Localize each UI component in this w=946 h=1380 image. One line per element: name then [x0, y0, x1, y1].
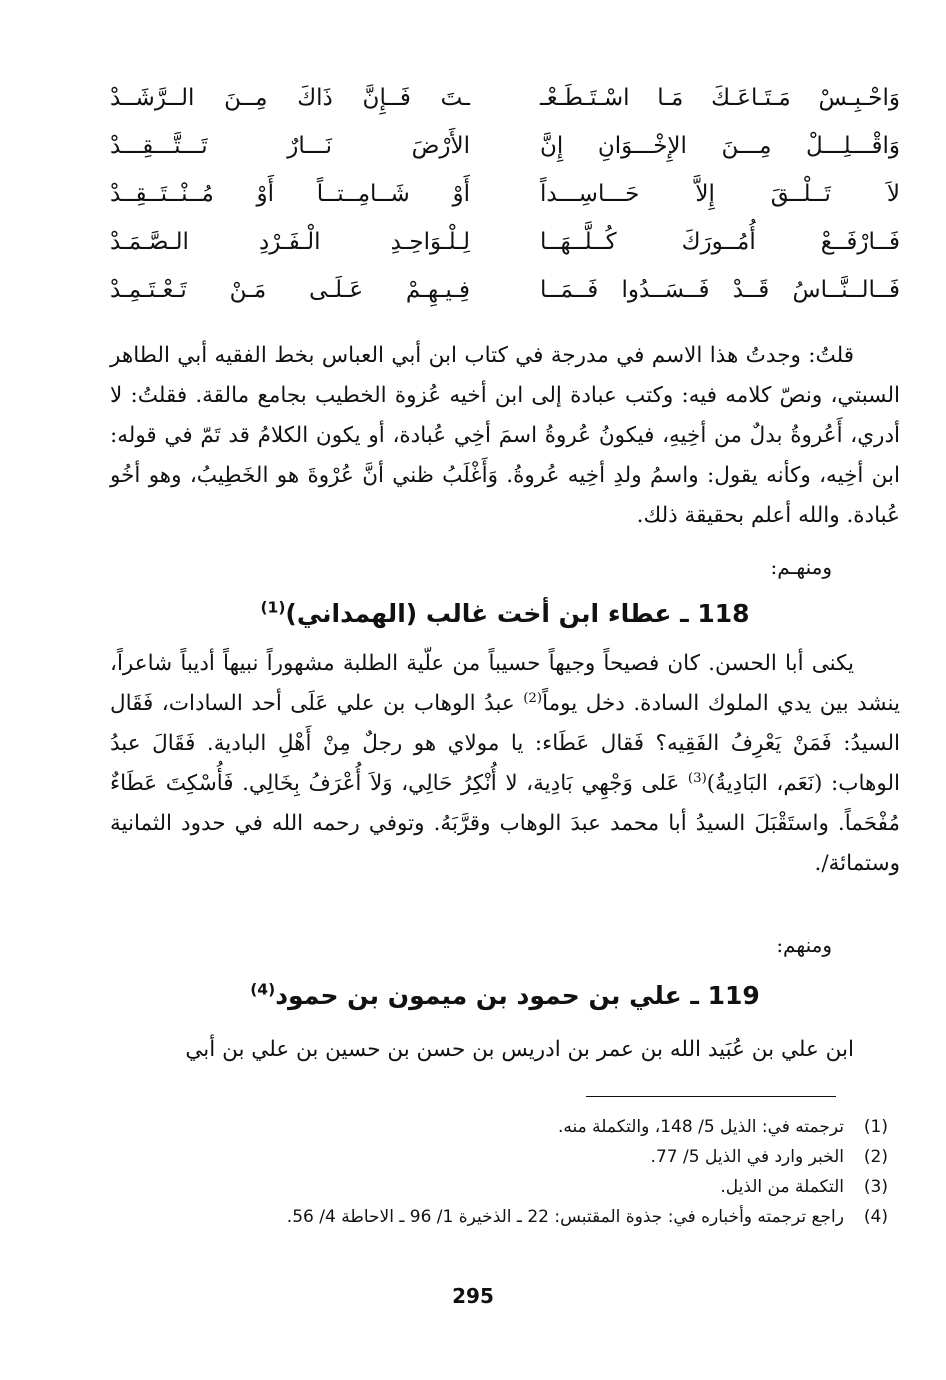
poem-verse [110, 266, 900, 314]
entry-118-title [110, 596, 900, 632]
footnote-number: (2) [863, 1147, 888, 1167]
paragraph-qultu [110, 336, 900, 536]
verse-first-hemistich: وَاحْـبِـسْ مَـتَـاعَـكَ مَـا اسْـتَـطَـعْـ [540, 85, 900, 111]
poem-block [110, 74, 900, 314]
paragraph-text: قلتُ: وجدتُ هذا الاسم في مدرجة في كتاب ابن أبي العباس بخط الفقيه أبي الطاهر السبتي، ونصّ كلامه فيه: وكتب عبادة إلى ابن أخيه عُزوة الخطيب بجامع مالقة. فقلتُ: لا أدري، أَعُروةُ بدلٌ من أخِيهِ، فيكونُ عُروةُ اسمَ أخِي عُبادة، أو يكون الكلامُ قد تَمّ في قوله: ابن أخِيه، وكأنه يقول: واسمُ ولدِ أخِيه عُروةُ. وَأَغْلَبُ ظني أنَّ عُرْوةَ هو الخَطِيبُ، وهو أخُو عُبادة. والله أعلم بحقيقة ذلك. [110, 343, 900, 528]
poem-verse [110, 122, 900, 170]
footnote-ref: (3) [687, 770, 707, 786]
paragraph-part: عبدُ الوهاب بن علي عَلَى أحد السادات، فَقَال السيدُ: فَمَنْ يَعْرِفُ الفَقِيه؟ فَقال عَطَاء: يا مولاي هو رجلٌ مِنْ أَهْلِ البادية. فَقَالَ عبدُ الوهاب: (نَعَم، البَادِيةُ) [110, 691, 900, 796]
footnote-text: راجع ترجمته وأخباره في: جذوة المقتبس: 22 ـ الذخيرة 1/ 96 ـ الاحاطة 4/ 56. [286, 1207, 844, 1227]
entry-title-text: 119 ـ علي بن حمود بن ميمون بن حمود [275, 981, 760, 1010]
verse-second-hemistich: أَوْ شَــامِــتــاً أَوْ مُــنْــتَــقِــدْ [110, 181, 470, 207]
footnote-number: (4) [863, 1207, 888, 1227]
footnote-number: (3) [863, 1177, 888, 1197]
footnote-ref: (2) [523, 690, 543, 706]
paragraph-part: عَلى وَجْهِي بَادِية، لا أُنْكِرُ حَالِي، وَلاَ أُعْرَفُ بِخَالِي. فَأُسْكِتَ عَطَاءٌ مُفْحَماً. واستَقْبَلَ السيدُ أبا محمد عبدَ الوهاب وقرَّبَهُ. وتوفي رحمه الله في حدود الثمانية وستمائة/. [110, 771, 900, 876]
verse-first-hemistich: وَاقْـــلِـــلْ مِـــنَ الإِخْـــوَانِ إِنَّ [540, 133, 900, 159]
footnotes [98, 1112, 888, 1232]
footnote [98, 1172, 888, 1202]
verse-first-hemistich: فَــالــنَّــاسُ قَــدْ فَــسَــدُوا فَــمَــا [540, 277, 900, 303]
paragraph-text: ابن علي بن عُبَيد الله بن عمر بن ادريس بن حسن بن حسين بن علي بن أبي [185, 1037, 854, 1062]
footnote [98, 1202, 888, 1232]
paragraph-part: يكنى أبا الحسن. كان فصيحاً وجيهاً حسيباً من علّية الطلبة مشهوراً نبيهاً أديباً شاعراً، ينشد بين يدي الملوك السادة. دخل يوماً [110, 651, 900, 716]
entry-title-text: 118 ـ عطاء ابن أخت غالب (الهمداني) [285, 599, 750, 628]
footnote [98, 1112, 888, 1142]
footnote-divider [586, 1096, 836, 1097]
paragraph-text [110, 644, 900, 884]
footnote-ref: (1) [260, 598, 286, 617]
verse-second-hemistich: الأَرْضَ نَـــارٌ تَـــتَّـــقِـــدْ [110, 133, 470, 159]
poem-verse [110, 170, 900, 218]
verse-second-hemistich: ـتَ فَــإِنَّ ذَاكَ مِــنَ الــرَّشَــدْ [110, 85, 470, 111]
verse-first-hemistich: فَــارْفَــعْ أُمُــورَكَ كُــلَّــهَــا [540, 229, 900, 255]
minhum-label: ومنهـم: [770, 555, 832, 579]
entry-119-title [110, 978, 900, 1014]
page-number: 295 [452, 1284, 494, 1308]
poem-verse [110, 218, 900, 266]
minhum-label: ومنهم: [776, 933, 832, 957]
verse-second-hemistich: فِـيـهِـمْ عَـلَـى مَـنْ تَـعْـتَـمِـدْ [110, 277, 470, 303]
verse-first-hemistich: لاَ تَــلْــقَ إِلاَّ حَـــاسِـــداً [540, 181, 900, 207]
footnote-text: ترجمته في: الذيل 5/ 148، والتكملة منه. [557, 1117, 844, 1137]
paragraph-118 [110, 644, 900, 884]
footnote-number: (1) [863, 1117, 888, 1137]
footnote-ref: (4) [250, 980, 276, 999]
footnote [98, 1142, 888, 1172]
paragraph-119 [110, 1030, 900, 1070]
footnote-text: التكملة من الذيل. [720, 1177, 844, 1197]
verse-second-hemistich: لِـلْـوَاحِـدِ الْـفَـرْدِ الـصَّـمَـدْ [110, 229, 470, 255]
poem-verse [110, 74, 900, 122]
footnote-text: الخبر وارد في الذيل 5/ 77. [650, 1147, 844, 1167]
